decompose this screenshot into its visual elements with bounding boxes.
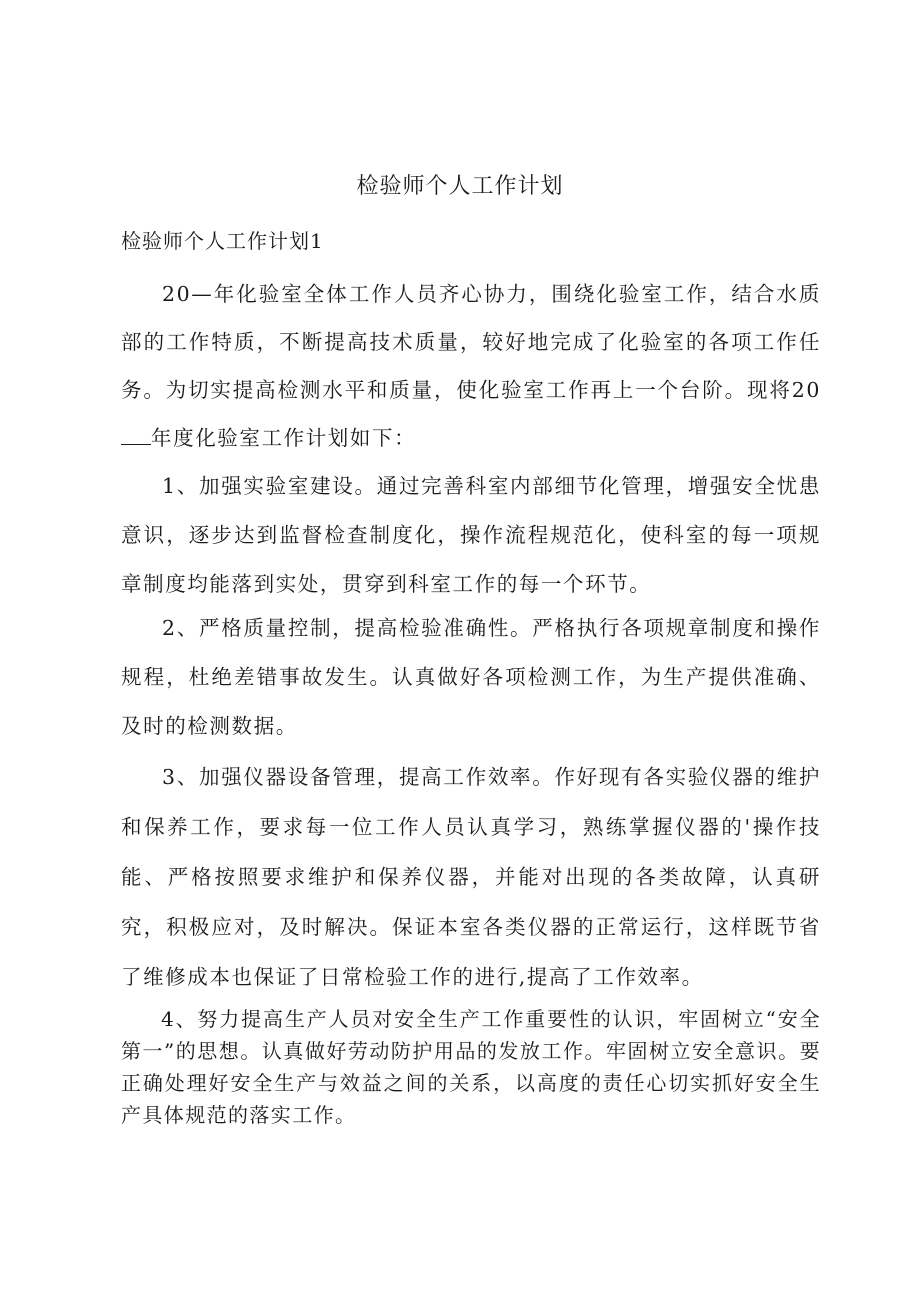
plan-item-2: 2、严格质量控制，提高检验准确性。严格执行各项规章制度和操作规程，杜绝差错事故发生。认真做好各项检测工作，为生产提供准确、及时的检测数据。 [121,616,821,738]
intro-paragraph [121,270,821,462]
section-heading: 检验师个人工作计划1 [121,229,324,253]
intro-text-end: 年度化验室工作计划如下： [151,426,417,450]
document-title: 检验师个人工作计划 [356,174,564,199]
plan-item-4: 4、努力提高生产人员对安全生产工作重要性的认识，牢固树立“安全第一”的思想。认真做好劳动防护用品的发放工作。牢固树立安全意识。要正确处理好安全生产与效益之间的关系，以高度的责任心切实抓好安全生产具体规范的落实工作。 [121,1007,821,1127]
plan-item-3: 3、加强仪器设备管理，提高工作效率。作好现有各实验仪器的维护和保养工作，要求每一位工作人员认真学习，熟练掌握仪器的'操作技能、严格按照要求维护和保养仪器，并能对出现的各类故障，认真研究，积极应对，及时解决。保证本室各类仪器的正常运行，这样既节省了维修成本也保证了日常检验工作的进行,提高了工作效率。 [121,765,821,989]
blank-underline [121,424,151,445]
intro-text: 20—年化验室全体工作人员齐心协力，围绕化验室工作，结合水质部的工作特质，不断提高技术质量，较好地完成了化验室的各项工作任务。为切实提高检测水平和质量，使化验室工作再上一个台阶。现将20 [121,282,821,402]
plan-item-1: 1、加强实验室建设。通过完善科室内部细节化管理，增强安全忧患意识，逐步达到监督检查制度化，操作流程规范化，使科室的每一项规章制度均能落到实处，贯穿到科室工作的每一个环节。 [121,474,821,596]
